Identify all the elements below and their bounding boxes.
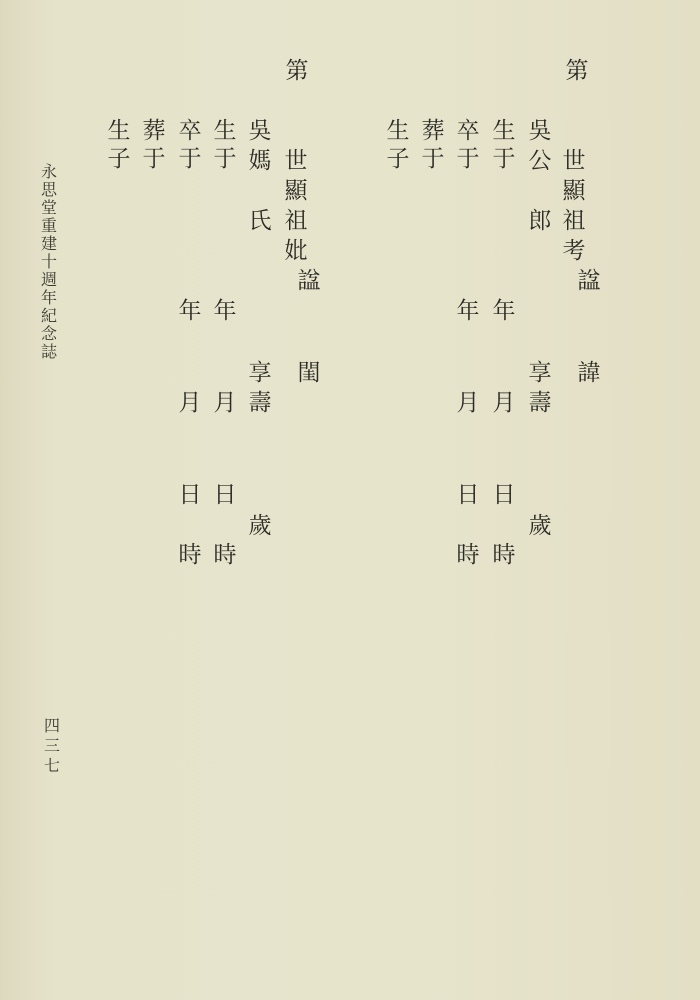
margin-title-char: 念 bbox=[40, 324, 57, 343]
hui-char: 諱 bbox=[577, 360, 601, 386]
margin-title-char: 思 bbox=[40, 180, 57, 199]
ri-char: 日 bbox=[178, 482, 202, 508]
xiangshou-char: 享 bbox=[248, 360, 272, 386]
zang-yu-char: 葬 bbox=[421, 118, 445, 144]
header-char: 顯 bbox=[284, 178, 308, 204]
margin-title-char: 永 bbox=[40, 162, 57, 181]
sheng-zi-char: 子 bbox=[107, 146, 131, 172]
page-number-char: 七 bbox=[43, 756, 60, 775]
page-number-char: 四 bbox=[43, 716, 60, 735]
gui-char: 閨 bbox=[297, 360, 321, 386]
margin-title-char: 週 bbox=[40, 270, 57, 289]
di-char: 第 bbox=[565, 58, 589, 84]
yue-char: 月 bbox=[492, 390, 516, 416]
sheng-yu-char: 于 bbox=[213, 146, 237, 172]
page-number-char: 三 bbox=[43, 736, 60, 755]
lang-char: 郎 bbox=[528, 208, 552, 234]
header-char: 世 bbox=[284, 148, 308, 174]
shi-char: 諡 bbox=[577, 268, 601, 294]
margin-title-char: 建 bbox=[40, 234, 57, 253]
zu-yu-char: 卒 bbox=[456, 118, 480, 144]
xiangshou-char: 壽 bbox=[248, 390, 272, 416]
sheng-yu-char: 于 bbox=[492, 146, 516, 172]
margin-title-char: 年 bbox=[40, 288, 57, 307]
nian-char: 年 bbox=[492, 298, 516, 324]
yue-char: 月 bbox=[178, 390, 202, 416]
name-char: 吳 bbox=[248, 118, 272, 144]
shi-hour-char: 時 bbox=[213, 542, 237, 568]
zang-yu-char: 于 bbox=[142, 146, 166, 172]
shi-hour-char: 時 bbox=[492, 542, 516, 568]
margin-title-char: 誌 bbox=[40, 342, 57, 361]
nian-char: 年 bbox=[178, 298, 202, 324]
margin-title-char: 十 bbox=[40, 252, 57, 271]
xiangshou-char: 壽 bbox=[528, 390, 552, 416]
sui-char: 歲 bbox=[248, 513, 272, 539]
shi-char: 諡 bbox=[297, 268, 321, 294]
zang-yu-char: 葬 bbox=[142, 118, 166, 144]
zu-yu-char: 于 bbox=[456, 146, 480, 172]
di-char: 第 bbox=[285, 58, 309, 84]
margin-title-char: 堂 bbox=[40, 198, 57, 217]
zu-yu-char: 卒 bbox=[178, 118, 202, 144]
header-char: 世 bbox=[562, 148, 586, 174]
nian-char: 年 bbox=[456, 298, 480, 324]
name-char: 吳 bbox=[528, 118, 552, 144]
sheng-zi-char: 生 bbox=[386, 118, 410, 144]
header-char: 考 bbox=[562, 238, 586, 264]
zang-yu-char: 于 bbox=[421, 146, 445, 172]
zu-yu-char: 于 bbox=[178, 146, 202, 172]
sheng-yu-char: 生 bbox=[492, 118, 516, 144]
header-char: 妣 bbox=[284, 238, 308, 264]
header-char: 顯 bbox=[562, 178, 586, 204]
ri-char: 日 bbox=[492, 482, 516, 508]
name-char: 公 bbox=[528, 148, 552, 174]
xiangshou-char: 享 bbox=[528, 360, 552, 386]
yue-char: 月 bbox=[456, 390, 480, 416]
ri-char: 日 bbox=[213, 482, 237, 508]
sheng-yu-char: 生 bbox=[213, 118, 237, 144]
surname-suffix-char: 氏 bbox=[248, 208, 272, 234]
sui-char: 歲 bbox=[528, 513, 552, 539]
ri-char: 日 bbox=[456, 482, 480, 508]
name-char: 媽 bbox=[248, 148, 272, 174]
header-char: 祖 bbox=[284, 208, 308, 234]
sheng-zi-char: 生 bbox=[107, 118, 131, 144]
margin-title-char: 紀 bbox=[40, 306, 57, 325]
yue-char: 月 bbox=[213, 390, 237, 416]
margin-title-char: 重 bbox=[40, 216, 57, 235]
shi-hour-char: 時 bbox=[178, 542, 202, 568]
header-char: 祖 bbox=[562, 208, 586, 234]
nian-char: 年 bbox=[213, 298, 237, 324]
sheng-zi-char: 子 bbox=[386, 146, 410, 172]
shi-hour-char: 時 bbox=[456, 542, 480, 568]
